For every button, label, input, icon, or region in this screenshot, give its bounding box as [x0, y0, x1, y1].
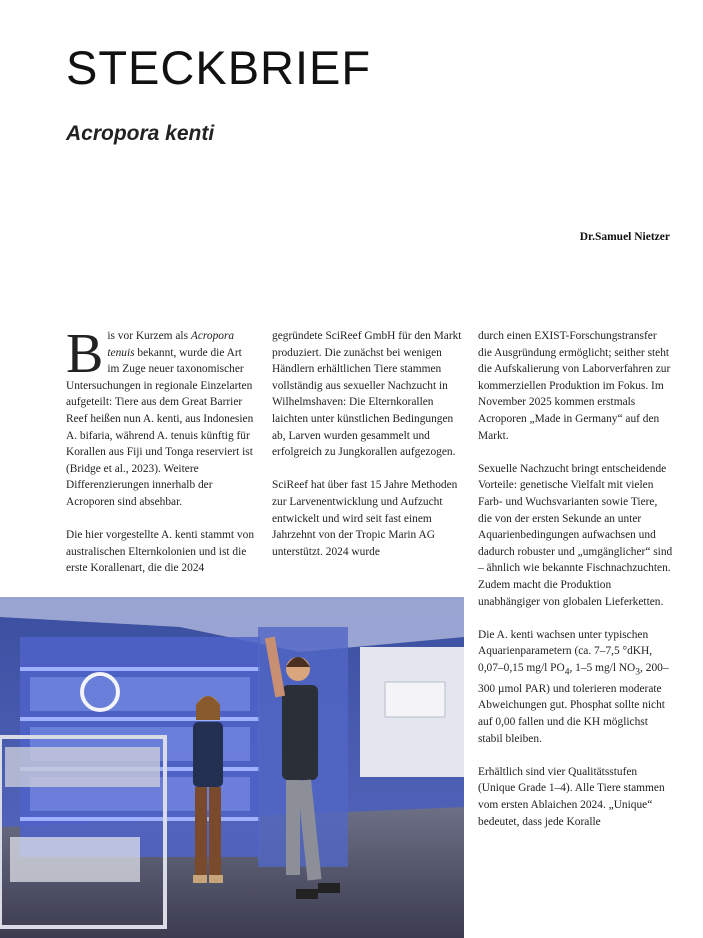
- paragraph: [66, 323, 256, 511]
- article-column-2: [272, 328, 462, 577]
- article-column-1: [66, 323, 256, 594]
- paragraph: Sexuelle Nachzucht bringt entscheidende Vorteile: genetische Vielfalt mit vielen Farb- und Wuchsvarianten sowie Tiere, die von der ersten Sekunde an unter Aquarienbedingungen aufwachsen und dadurch robuster und „umgänglicher“ sind – ähnlich wie bekannte Fischnachzuchten. Zudem macht die Produktion unabhängiger von globalen Lieferketten.: [478, 462, 673, 608]
- paragraph: Erhältlich sind vier Qualitätsstufen (Unique Grade 1–4). Alle Tiere stammen vom ersten Ablaichen 2024. „Unique“ bedeutet, dass jede Koralle: [478, 765, 665, 828]
- paragraph: gegründete SciReef GmbH für den Markt produziert. Die zunächst bei wenigen Händlern erhältlichen Tiere stammen vollständig aus sexueller Nachzucht in Wilhelmshaven: Die Elternkorallen laichten unter künstlichen Bedingungen ab, Larven wurden gesammelt und erfolgreich zu Jungkorallen aufgezogen.: [272, 330, 462, 459]
- drop-cap: B: [66, 323, 104, 385]
- window: [385, 682, 445, 717]
- text-span: is vor Kurzem als: [107, 330, 191, 342]
- author-byline: Dr.Samuel Nietzer: [579, 231, 670, 243]
- text-span: bekannt, wurde die Art im Zuge neuer taxonomischer Untersuchungen in regionale Einzelarten aufgeteilt: Tiere aus dem Great Barrier Reef heißen nun A. kenti, aus Indonesien A. bifaria, während A. tenuis künftig für Korallen aus Fiji und Tonga reserviert ist (Bridge et al., 2023). Weitere Differenzierungen innerhalb der Acroporen sind absehbar.: [66, 346, 254, 508]
- lab-photo: [0, 597, 464, 938]
- text-span: Die A. kenti wachsen unter typischen Aquarienparametern (ca. 7–7,5 °dKH, 0,07–0,15 mg/l PO: [478, 628, 653, 674]
- page-title: STECKBRIEF: [66, 41, 372, 94]
- subscript: 3: [635, 667, 641, 678]
- text-span: , 1–5 mg/l NO: [569, 661, 636, 674]
- article-column-3: [478, 328, 673, 847]
- italic-species-name: Acropora tenuis: [107, 330, 235, 359]
- paragraph: Die hier vorgestellte A. kenti stammt von australischen Elternkolonien und ist die erste Korallenart, die die 2024: [66, 529, 255, 575]
- paragraph: [478, 627, 673, 747]
- paragraph: SciReef hat über fast 15 Jahre Methoden zur Larvenentwicklung und Aufzucht entwickelt und wird seit fast einem Jahrzehnt von der Tropic Marin AG unterstützt. 2024 wurde: [272, 479, 458, 558]
- species-subtitle: Acropora kenti: [66, 122, 215, 145]
- subscript: 4: [564, 667, 570, 678]
- paragraph: durch einen EXIST-Forschungstransfer die Ausgründung ermöglicht; seither steht die Aufskalierung von Laborverfahren zur kommerziellen Produktion im Fokus. Im November 2025 kommen erstmals Acroporen „Made in Germany“ auf den Markt.: [478, 330, 671, 442]
- text-span: , 200–300 µmol PAR) und tolerieren moderate Abweichungen gut. Phosphat sollte nicht auf 0,00 fallen und die KH möglichst stabil bleiben.: [478, 661, 669, 745]
- lab-photo-illustration: [0, 597, 464, 938]
